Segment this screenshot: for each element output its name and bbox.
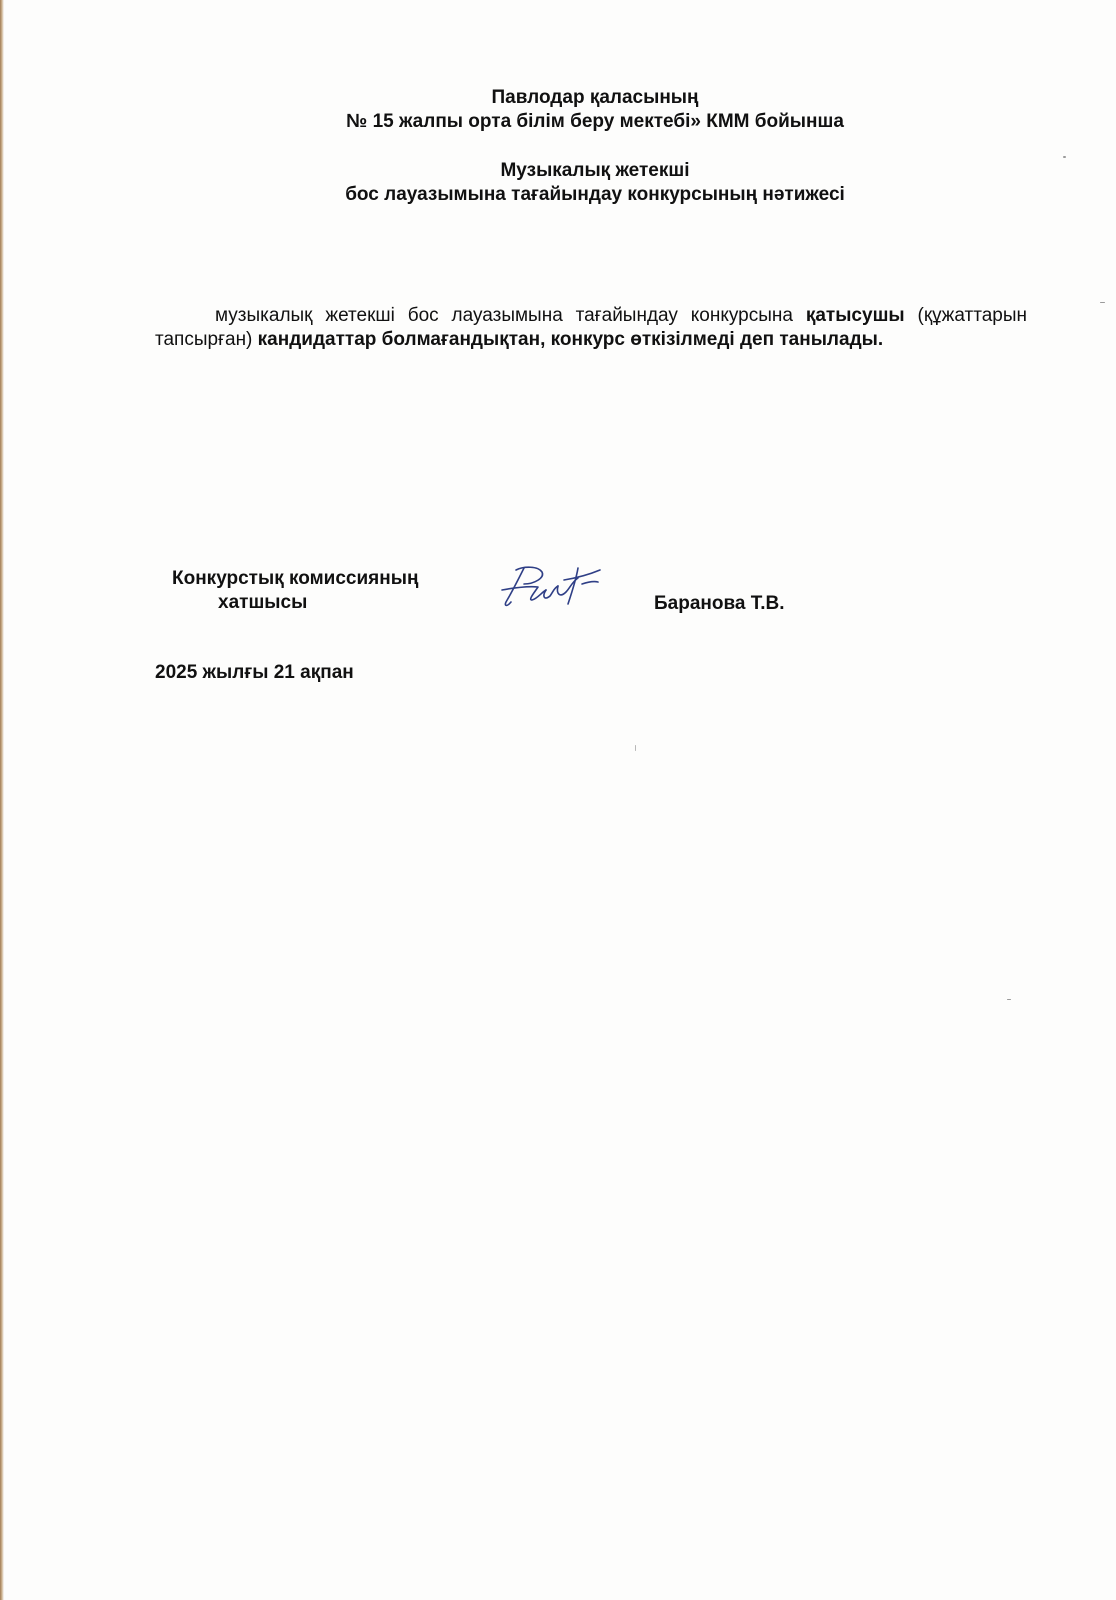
scan-speck (1007, 999, 1011, 1000)
header-line-2: № 15 жалпы орта білім беру мектебі» КММ бойынша (346, 111, 844, 132)
document-header (200, 86, 990, 134)
signatory-name: Баранова Т.В. (654, 593, 785, 614)
signatory-role-line-1: Конкурстық комиссияның (172, 568, 419, 589)
subject-line-2: бос лауазымына тағайындау конкурсының нәтижесі (345, 184, 845, 205)
paragraph-bold-1: қатысушы (805, 305, 905, 326)
page-edge-shadow (0, 0, 4, 1600)
document-subject (200, 159, 990, 207)
paragraph-text-1: музыкалық жетекші бос лауазымына тағайындау конкурсына (215, 305, 806, 326)
result-paragraph (155, 304, 1027, 352)
signature-strokes (502, 567, 600, 605)
scan-speck (1100, 302, 1105, 303)
handwritten-signature (498, 560, 608, 618)
subject-line-1: Музыкалық жетекші (500, 160, 690, 181)
document-date: 2025 жылғы 21 ақпан (155, 662, 354, 683)
signatory-role-line-2: хатшысы (218, 592, 308, 613)
paragraph-text-2: (құжаттарын тапсырған) (155, 305, 1027, 350)
scan-speck (1063, 156, 1066, 158)
paragraph-bold-2: кандидаттар болмағандықтан, конкурс өткізілмеді деп танылады. (257, 329, 884, 350)
signatory-role (172, 567, 462, 615)
header-line-1: Павлодар қаласының (491, 87, 699, 108)
scan-speck (635, 745, 636, 751)
